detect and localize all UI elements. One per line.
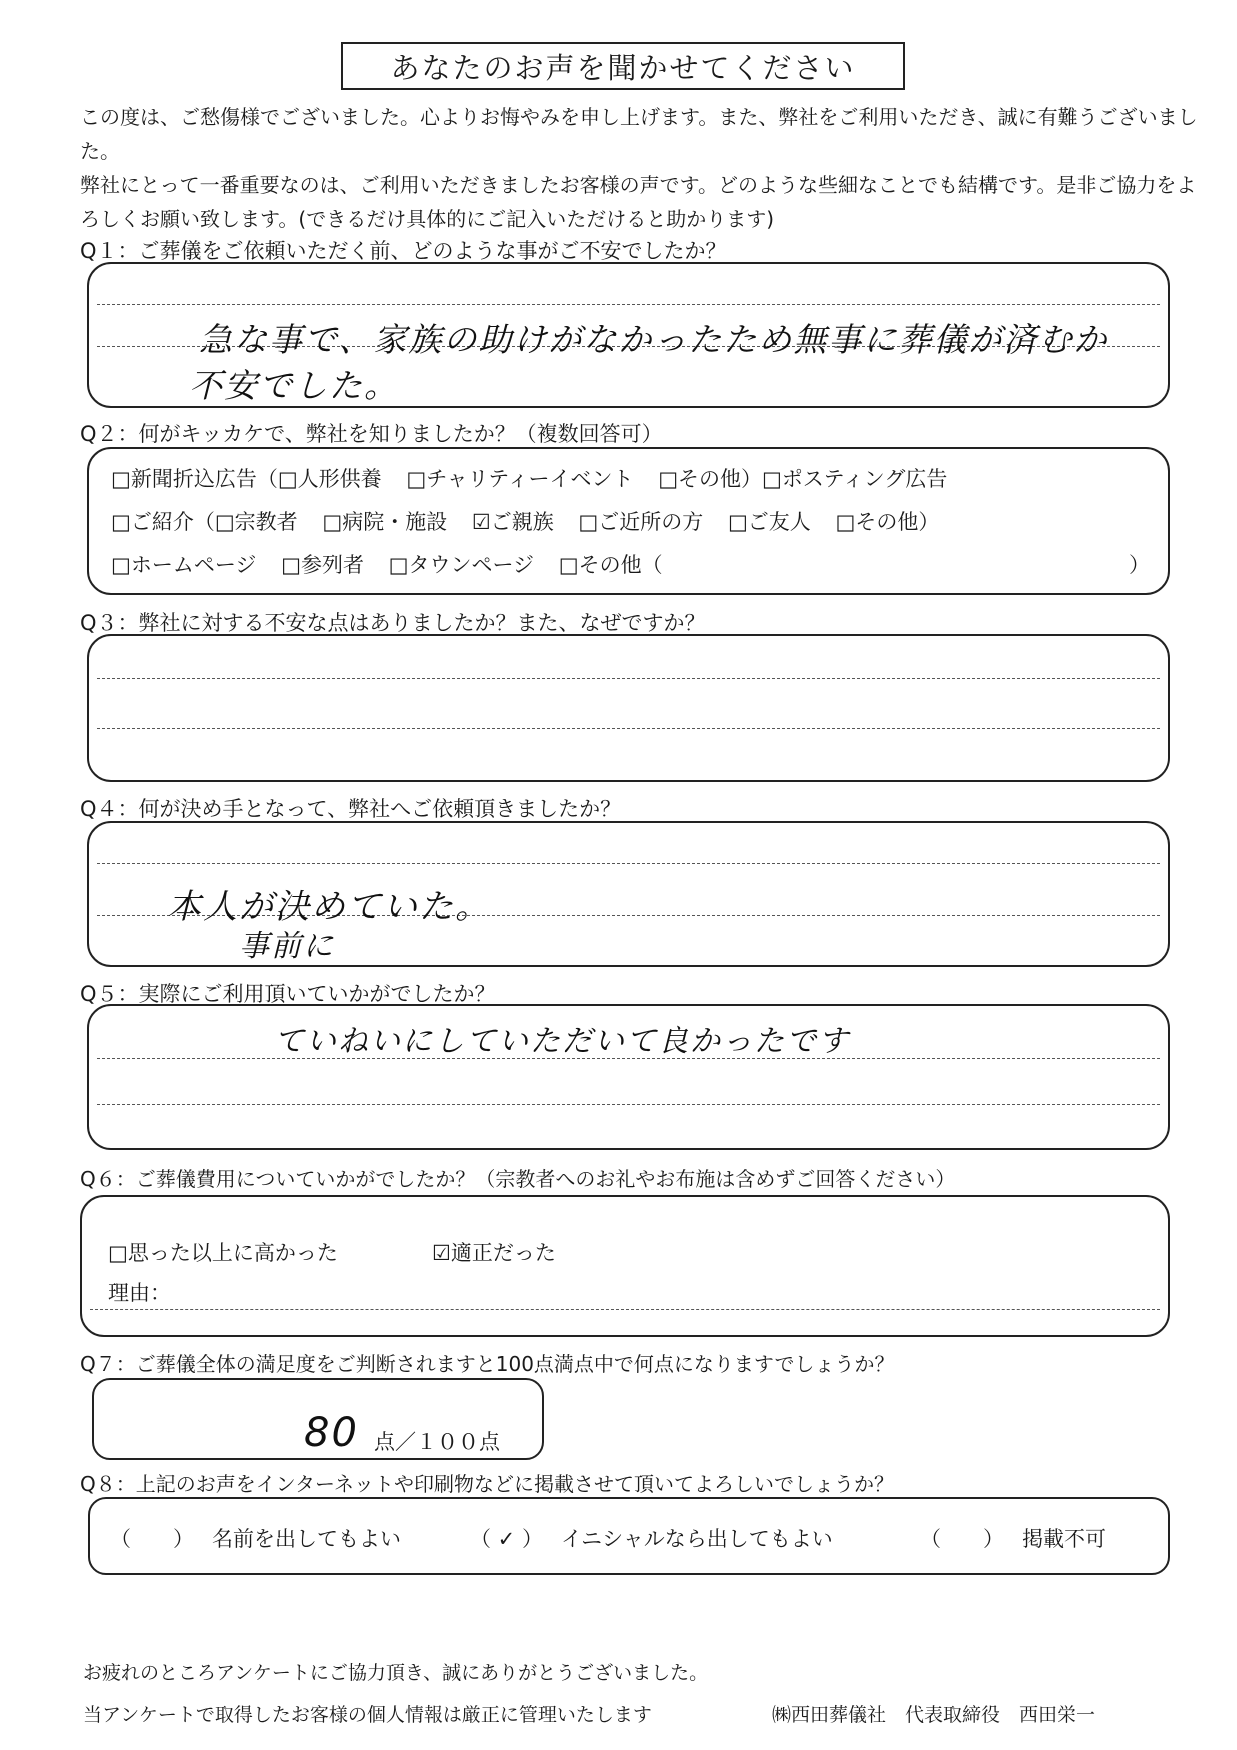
q3-line — [97, 678, 1160, 679]
q8-option-name — [110, 1523, 419, 1553]
q1-handwritten-line1: 急な事で、家族の助けがなかったため無事に葬儀が済むか — [199, 320, 1109, 359]
q5-handwritten-answer: ていねいにしていただいて良かったです — [274, 1024, 850, 1059]
q2-option[interactable]: □ご近所の方 — [578, 510, 704, 534]
q7-score-handwritten: 80 — [304, 1410, 359, 1456]
q1-line — [97, 304, 1160, 305]
q6-question: Q６：ご葬儀費用についていかがでしたか？（宗教者へのお礼やお布施は含めずご回答ください） — [80, 1167, 956, 1191]
q5-line — [97, 1104, 1160, 1105]
q4-question: Q４：何が決め手となって、弊社へご依頼頂きましたか？ — [80, 797, 622, 821]
q8-option-none-label: 掲載不可 — [1022, 1527, 1106, 1551]
q6-reason-label: 理由： — [108, 1281, 171, 1305]
q2-option[interactable]: □タウンページ — [388, 553, 535, 577]
q1-question: Q１：ご葬儀をご依頼いただく前、どのような事がご不安でしたか？ — [80, 239, 727, 263]
q4-line — [97, 863, 1160, 864]
q4-handwritten-line2: 事前に — [239, 929, 335, 964]
q2-row-2 — [111, 506, 957, 536]
q8-option-name-mark[interactable]: （ ） — [110, 1527, 194, 1551]
q5-question: Q５：実際にご利用頂いていかがでしたか？ — [80, 982, 496, 1006]
footer-thanks: お疲れのところアンケートにご協力頂き、誠にありがとうございました。 — [83, 1662, 709, 1684]
q2-close-paren: ） — [1129, 553, 1150, 577]
footer-company: ㈱西田葬儀社 代表取締役 西田栄一 — [772, 1704, 1096, 1726]
q8-option-initials-label: イニシャルなら出してもよい — [560, 1527, 833, 1551]
q1-answer-box — [87, 262, 1170, 408]
q8-option-none-mark[interactable]: （ ） — [920, 1527, 1004, 1551]
intro-text: この度は、ご愁傷様でございました。心よりお悔やみを申し上げます。また、弊社をご利用いただき、誠に有難うございました。 弊社にとって一番重要なのは、ご利用いただきましたお客様の声です。どのような些細なことでも結構です。是非ご協力をよろしくお願い致します。(できるだけ具体的にご記入いただけると助かります) — [80, 105, 1198, 231]
q2-question: Q２：何がキッカケで、弊社を知りましたか？（複数回答可） — [80, 422, 663, 446]
q2-option[interactable]: □チャリティーイベント — [406, 467, 634, 491]
q2-option[interactable]: □ご友人 — [727, 510, 811, 534]
q2-option[interactable]: □病院・施設 — [322, 510, 448, 534]
q3-question: Q３：弊社に対する不安な点はありましたか？また、なぜですか？ — [80, 611, 706, 635]
q2-option[interactable]: □その他（ — [558, 553, 663, 577]
q4-handwritten-line1: 本人が決めていた。 — [167, 887, 491, 927]
q2-option[interactable]: □参列者 — [281, 553, 364, 577]
q8-option-none — [920, 1523, 1124, 1553]
q2-row-3 — [111, 549, 681, 579]
q6-options-box — [80, 1195, 1170, 1337]
survey-title: あなたのお声を聞かせてください — [341, 42, 905, 90]
q7-question: Q７：ご葬儀全体の満足度をご判断されますと100点満点中で何点になりますでしょうか？ — [80, 1352, 895, 1376]
q4-answer-box — [87, 821, 1170, 967]
q2-row-1 — [111, 463, 965, 493]
q8-option-initials-mark[interactable]: （ ✓ ） — [470, 1527, 543, 1551]
q8-question: Q８：上記のお声をインターネットや印刷物などに掲載させて頂いてよろしいでしょうか？ — [80, 1472, 894, 1496]
q2-option[interactable]: □ご紹介（□宗教者 — [111, 510, 298, 534]
q2-option[interactable]: □ホームページ — [111, 553, 257, 577]
q6-line — [90, 1309, 1160, 1310]
q3-line — [97, 728, 1160, 729]
q2-option-checked[interactable]: ☑ご親族 — [471, 510, 554, 534]
q2-option[interactable]: □その他） — [835, 510, 940, 534]
q2-option[interactable]: □その他）□ポスティング広告 — [658, 467, 948, 491]
q8-options-box — [88, 1497, 1170, 1575]
q7-score-box — [92, 1378, 544, 1460]
q2-options-box — [87, 447, 1170, 595]
footer-privacy: 当アンケートで取得したお客様の個人情報は厳正に管理いたします — [83, 1704, 652, 1726]
q2-option[interactable]: □新聞折込広告（□人形供養 — [111, 467, 382, 491]
q8-option-name-label: 名前を出してもよい — [212, 1527, 401, 1551]
q8-option-initials — [470, 1523, 851, 1553]
q6-option-fair-checked[interactable]: ☑適正だった — [432, 1241, 556, 1265]
q6-option-high[interactable]: □思った以上に高かった — [108, 1241, 338, 1265]
q1-handwritten-line2: 不安でした。 — [189, 366, 399, 405]
q5-answer-box — [87, 1004, 1170, 1150]
q7-score-suffix: 点／１００点 — [374, 1430, 500, 1454]
q3-answer-box — [87, 634, 1170, 782]
